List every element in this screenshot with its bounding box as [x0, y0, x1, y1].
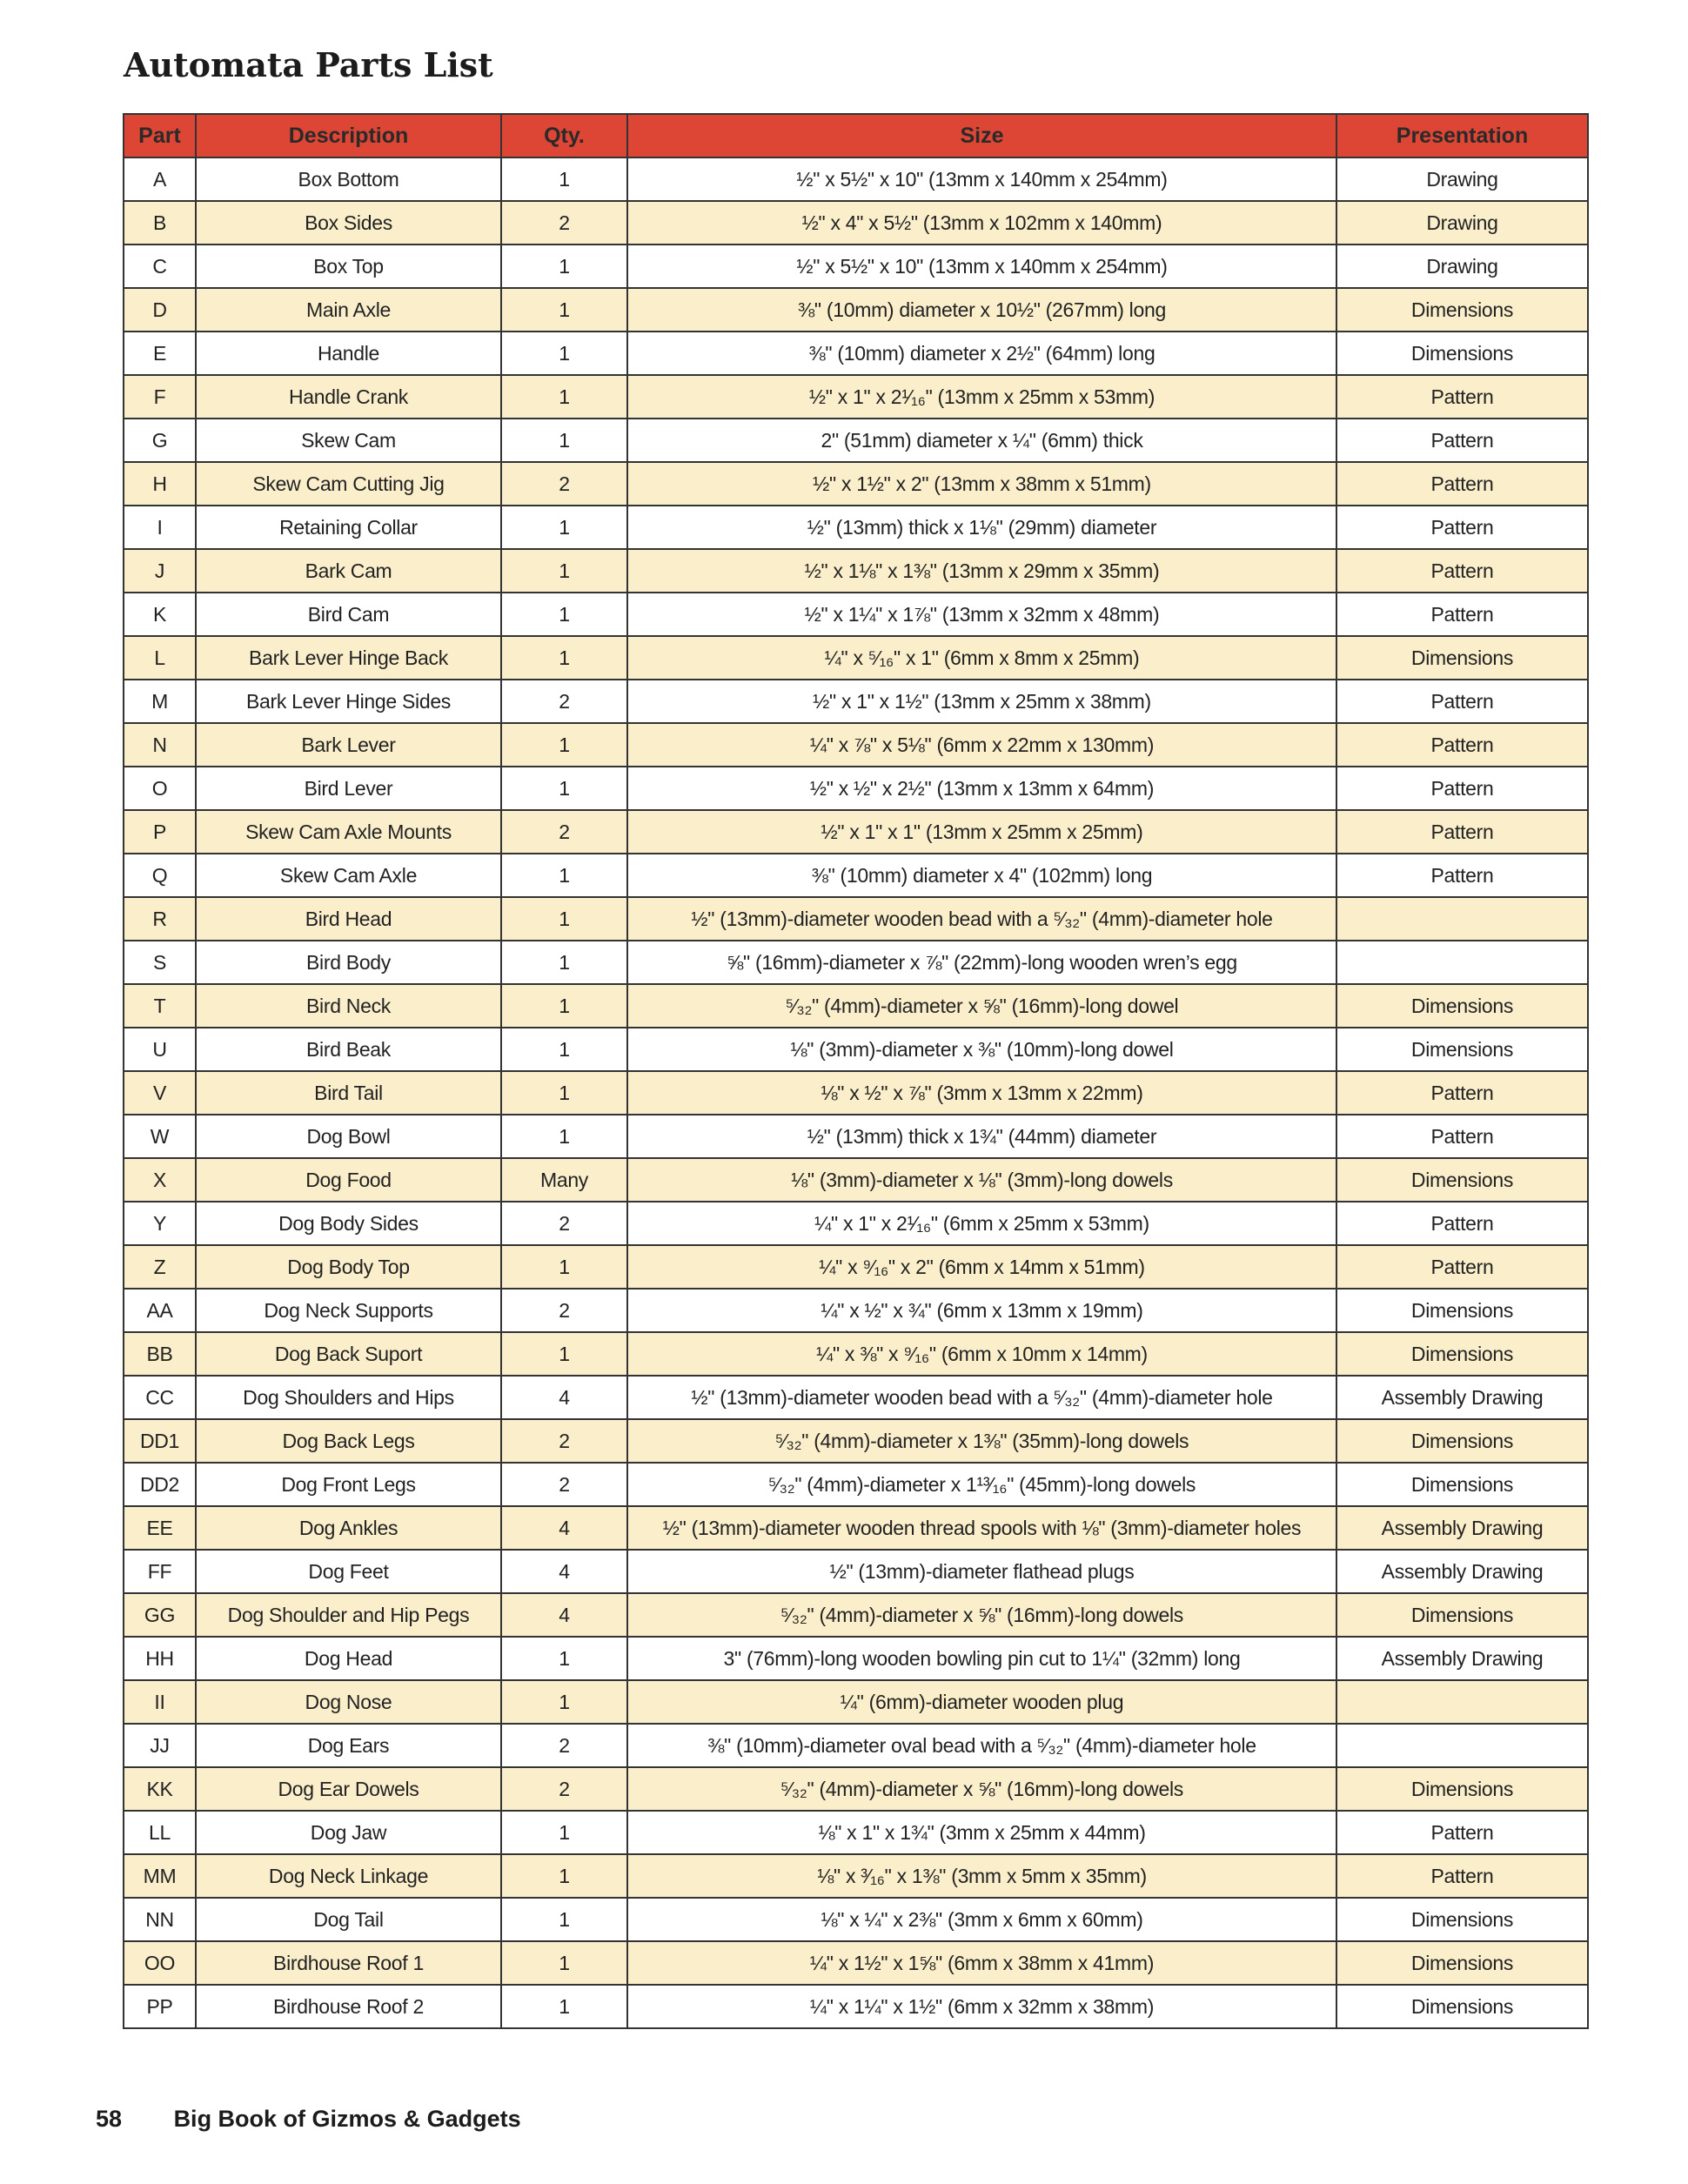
cell-qty: 1 [501, 941, 627, 984]
cell-presentation: Drawing [1336, 201, 1588, 245]
cell-part: DD1 [124, 1419, 196, 1463]
table-row [124, 157, 1588, 201]
cell-description: Bird Head [196, 897, 501, 941]
cell-qty: 2 [501, 201, 627, 245]
cell-qty: 1 [501, 1985, 627, 2028]
cell-presentation: Assembly Drawing [1336, 1376, 1588, 1419]
cell-size: ½" x 4" x 5½" (13mm x 102mm x 140mm) [627, 201, 1336, 245]
cell-presentation: Dimensions [1336, 984, 1588, 1028]
cell-size: ¼" (6mm)-diameter wooden plug [627, 1680, 1336, 1724]
cell-description: Bird Beak [196, 1028, 501, 1071]
cell-description: Birdhouse Roof 2 [196, 1985, 501, 2028]
table-row [124, 1593, 1588, 1637]
cell-size: ⁵⁄₃₂" (4mm)-diameter x 1¹³⁄₁₆" (45mm)-long dowels [627, 1463, 1336, 1506]
cell-part: A [124, 157, 196, 201]
cell-description: Dog Neck Supports [196, 1289, 501, 1332]
cell-presentation: Pattern [1336, 723, 1588, 767]
table-row [124, 1028, 1588, 1071]
table-row [124, 1898, 1588, 1941]
cell-size: ⅛" x ½" x ⅞" (3mm x 13mm x 22mm) [627, 1071, 1336, 1115]
cell-description: Skew Cam Axle [196, 854, 501, 897]
table-row [124, 1724, 1588, 1767]
cell-qty: 1 [501, 1898, 627, 1941]
cell-presentation: Pattern [1336, 1202, 1588, 1245]
cell-size: ¼" x ⁵⁄₁₆" x 1" (6mm x 8mm x 25mm) [627, 636, 1336, 680]
cell-description: Box Sides [196, 201, 501, 245]
table-body [124, 157, 1588, 2028]
table-row [124, 1680, 1588, 1724]
cell-qty: 2 [501, 1767, 627, 1811]
cell-qty: 1 [501, 419, 627, 462]
cell-part: L [124, 636, 196, 680]
cell-description: Dog Ear Dowels [196, 1767, 501, 1811]
table-row [124, 1202, 1588, 1245]
cell-presentation: Dimensions [1336, 1898, 1588, 1941]
cell-part: N [124, 723, 196, 767]
cell-size: ¼" x 1" x 2¹⁄₁₆" (6mm x 25mm x 53mm) [627, 1202, 1336, 1245]
cell-description: Retaining Collar [196, 506, 501, 549]
cell-description: Bird Neck [196, 984, 501, 1028]
parts-table [123, 113, 1589, 2029]
cell-size: ¼" x 1¼" x 1½" (6mm x 32mm x 38mm) [627, 1985, 1336, 2028]
cell-size: ¼" x ⅜" x ⁹⁄₁₆" (6mm x 10mm x 14mm) [627, 1332, 1336, 1376]
cell-presentation: Pattern [1336, 854, 1588, 897]
cell-part: Z [124, 1245, 196, 1289]
cell-part: OO [124, 1941, 196, 1985]
table-header-row [124, 114, 1588, 157]
cell-presentation: Drawing [1336, 245, 1588, 288]
cell-presentation: Dimensions [1336, 1332, 1588, 1376]
cell-qty: 1 [501, 375, 627, 419]
cell-presentation: Pattern [1336, 767, 1588, 810]
cell-description: Dog Food [196, 1158, 501, 1202]
cell-part: W [124, 1115, 196, 1158]
cell-description: Dog Ankles [196, 1506, 501, 1550]
cell-description: Dog Bowl [196, 1115, 501, 1158]
cell-qty: 1 [501, 636, 627, 680]
table-row [124, 1376, 1588, 1419]
table-row [124, 1767, 1588, 1811]
cell-presentation: Dimensions [1336, 1419, 1588, 1463]
cell-presentation: Pattern [1336, 1115, 1588, 1158]
cell-part: X [124, 1158, 196, 1202]
cell-presentation: Pattern [1336, 1245, 1588, 1289]
table-row [124, 1245, 1588, 1289]
cell-qty: 1 [501, 157, 627, 201]
cell-part: GG [124, 1593, 196, 1637]
cell-presentation: Dimensions [1336, 1158, 1588, 1202]
cell-part: KK [124, 1767, 196, 1811]
cell-description: Dog Back Suport [196, 1332, 501, 1376]
cell-size: ⅛" x ³⁄₁₆" x 1⅜" (3mm x 5mm x 35mm) [627, 1854, 1336, 1898]
table-row [124, 1115, 1588, 1158]
cell-part: PP [124, 1985, 196, 2028]
cell-part: Y [124, 1202, 196, 1245]
cell-description: Dog Body Sides [196, 1202, 501, 1245]
book-title: Big Book of Gizmos & Gadgets [173, 2106, 521, 2132]
table-row [124, 549, 1588, 593]
cell-size: ½" (13mm)-diameter wooden bead with a ⁵⁄₃₂" (4mm)-diameter hole [627, 897, 1336, 941]
cell-description: Dog Body Top [196, 1245, 501, 1289]
cell-part: MM [124, 1854, 196, 1898]
cell-size: 3" (76mm)-long wooden bowling pin cut to 1¼" (32mm) long [627, 1637, 1336, 1680]
cell-part: JJ [124, 1724, 196, 1767]
table-row [124, 1550, 1588, 1593]
cell-qty: 1 [501, 854, 627, 897]
cell-qty: 1 [501, 1245, 627, 1289]
cell-description: Skew Cam Cutting Jig [196, 462, 501, 506]
cell-presentation [1336, 941, 1588, 984]
table-row [124, 506, 1588, 549]
cell-presentation: Assembly Drawing [1336, 1550, 1588, 1593]
cell-size: ½" x 1½" x 2" (13mm x 38mm x 51mm) [627, 462, 1336, 506]
cell-part: D [124, 288, 196, 332]
cell-description: Bark Cam [196, 549, 501, 593]
cell-qty: 2 [501, 810, 627, 854]
cell-size: ⅛" x ¼" x 2⅜" (3mm x 6mm x 60mm) [627, 1898, 1336, 1941]
cell-size: ⅜" (10mm) diameter x 4" (102mm) long [627, 854, 1336, 897]
cell-part: Q [124, 854, 196, 897]
header-size: Size [627, 114, 1336, 157]
cell-presentation: Dimensions [1336, 1941, 1588, 1985]
cell-part: II [124, 1680, 196, 1724]
cell-description: Dog Front Legs [196, 1463, 501, 1506]
cell-part: R [124, 897, 196, 941]
cell-size: ¼" x ⁹⁄₁₆" x 2" (6mm x 14mm x 51mm) [627, 1245, 1336, 1289]
cell-qty: 1 [501, 1637, 627, 1680]
cell-description: Bird Tail [196, 1071, 501, 1115]
cell-size: ½" (13mm)-diameter wooden bead with a ⁵⁄₃₂" (4mm)-diameter hole [627, 1376, 1336, 1419]
cell-description: Dog Nose [196, 1680, 501, 1724]
table-row [124, 810, 1588, 854]
cell-size: ¼" x ⅞" x 5⅛" (6mm x 22mm x 130mm) [627, 723, 1336, 767]
cell-size: ⅜" (10mm) diameter x 10½" (267mm) long [627, 288, 1336, 332]
table-row [124, 1854, 1588, 1898]
cell-size: ⅛" (3mm)-diameter x ⅛" (3mm)-long dowels [627, 1158, 1336, 1202]
cell-size: ⁵⁄₃₂" (4mm)-diameter x ⅝" (16mm)-long dowels [627, 1767, 1336, 1811]
cell-presentation: Dimensions [1336, 288, 1588, 332]
header-presentation: Presentation [1336, 114, 1588, 157]
cell-qty: 1 [501, 1028, 627, 1071]
cell-part: J [124, 549, 196, 593]
table-row [124, 984, 1588, 1028]
cell-qty: 2 [501, 1202, 627, 1245]
table-row [124, 941, 1588, 984]
cell-qty: 2 [501, 1289, 627, 1332]
cell-description: Dog Back Legs [196, 1419, 501, 1463]
cell-qty: 1 [501, 1854, 627, 1898]
cell-size: 2" (51mm) diameter x ¼" (6mm) thick [627, 419, 1336, 462]
table-row [124, 1506, 1588, 1550]
cell-description: Bird Body [196, 941, 501, 984]
table-row [124, 288, 1588, 332]
cell-qty: 4 [501, 1376, 627, 1419]
cell-size: ½" (13mm)-diameter wooden thread spools with ⅛" (3mm)-diameter holes [627, 1506, 1336, 1550]
cell-presentation [1336, 1724, 1588, 1767]
cell-size: ½" x ½" x 2½" (13mm x 13mm x 64mm) [627, 767, 1336, 810]
cell-size: ⅜" (10mm)-diameter oval bead with a ⁵⁄₃₂" (4mm)-diameter hole [627, 1724, 1336, 1767]
cell-size: ½" x 1¼" x 1⅞" (13mm x 32mm x 48mm) [627, 593, 1336, 636]
cell-qty: 4 [501, 1506, 627, 1550]
table-row [124, 462, 1588, 506]
cell-part: P [124, 810, 196, 854]
cell-presentation: Pattern [1336, 1811, 1588, 1854]
cell-presentation: Dimensions [1336, 1985, 1588, 2028]
cell-size: ⅛" x 1" x 1¾" (3mm x 25mm x 44mm) [627, 1811, 1336, 1854]
cell-qty: 2 [501, 680, 627, 723]
header-part: Part [124, 114, 196, 157]
cell-qty: 1 [501, 593, 627, 636]
table-row [124, 1985, 1588, 2028]
cell-part: C [124, 245, 196, 288]
page-number: 58 [96, 2106, 123, 2132]
cell-description: Dog Tail [196, 1898, 501, 1941]
cell-presentation: Pattern [1336, 549, 1588, 593]
header-description: Description [196, 114, 501, 157]
cell-qty: 1 [501, 332, 627, 375]
cell-part: I [124, 506, 196, 549]
header-qty: Qty. [501, 114, 627, 157]
cell-presentation: Pattern [1336, 375, 1588, 419]
table-row [124, 375, 1588, 419]
cell-part: G [124, 419, 196, 462]
cell-qty: 1 [501, 1941, 627, 1985]
cell-description: Bird Cam [196, 593, 501, 636]
cell-part: CC [124, 1376, 196, 1419]
cell-qty: 2 [501, 1463, 627, 1506]
cell-description: Dog Shoulder and Hip Pegs [196, 1593, 501, 1637]
table-row [124, 201, 1588, 245]
cell-presentation: Pattern [1336, 593, 1588, 636]
cell-size: ⅛" (3mm)-diameter x ⅜" (10mm)-long dowel [627, 1028, 1336, 1071]
cell-size: ⅜" (10mm) diameter x 2½" (64mm) long [627, 332, 1336, 375]
table-row [124, 636, 1588, 680]
cell-qty: 4 [501, 1550, 627, 1593]
cell-presentation [1336, 1680, 1588, 1724]
table-row [124, 593, 1588, 636]
cell-description: Dog Jaw [196, 1811, 501, 1854]
cell-description: Skew Cam Axle Mounts [196, 810, 501, 854]
table-row [124, 332, 1588, 375]
cell-part: O [124, 767, 196, 810]
cell-part: E [124, 332, 196, 375]
cell-size: ½" x 5½" x 10" (13mm x 140mm x 254mm) [627, 157, 1336, 201]
cell-size: ⁵⁄₃₂" (4mm)-diameter x ⅝" (16mm)-long dowels [627, 1593, 1336, 1637]
cell-presentation: Drawing [1336, 157, 1588, 201]
cell-part: FF [124, 1550, 196, 1593]
cell-description: Box Bottom [196, 157, 501, 201]
cell-description: Box Top [196, 245, 501, 288]
cell-size: ½" x 1" x 1½" (13mm x 25mm x 38mm) [627, 680, 1336, 723]
cell-presentation: Dimensions [1336, 1767, 1588, 1811]
cell-description: Bark Lever Hinge Sides [196, 680, 501, 723]
cell-size: ½" x 1" x 2¹⁄₁₆" (13mm x 25mm x 53mm) [627, 375, 1336, 419]
cell-qty: 1 [501, 1680, 627, 1724]
cell-presentation [1336, 897, 1588, 941]
page-title: Automata Parts List [124, 45, 493, 84]
cell-qty: 1 [501, 1071, 627, 1115]
cell-part: NN [124, 1898, 196, 1941]
cell-description: Main Axle [196, 288, 501, 332]
cell-presentation: Dimensions [1336, 1593, 1588, 1637]
cell-presentation: Dimensions [1336, 636, 1588, 680]
cell-presentation: Dimensions [1336, 1463, 1588, 1506]
table-row [124, 767, 1588, 810]
cell-qty: 1 [501, 1332, 627, 1376]
table-row [124, 1071, 1588, 1115]
cell-size: ⁵⁄₃₂" (4mm)-diameter x ⅝" (16mm)-long dowel [627, 984, 1336, 1028]
cell-size: ⁵⁄₃₂" (4mm)-diameter x 1⅜" (35mm)-long dowels [627, 1419, 1336, 1463]
table-row [124, 1463, 1588, 1506]
cell-presentation: Pattern [1336, 419, 1588, 462]
table-row [124, 680, 1588, 723]
cell-description: Handle [196, 332, 501, 375]
cell-qty: 1 [501, 288, 627, 332]
cell-size: ½" x 1⅛" x 1⅜" (13mm x 29mm x 35mm) [627, 549, 1336, 593]
cell-qty: 1 [501, 767, 627, 810]
cell-size: ½" (13mm) thick x 1¾" (44mm) diameter [627, 1115, 1336, 1158]
table-row [124, 1158, 1588, 1202]
table-row [124, 419, 1588, 462]
cell-part: K [124, 593, 196, 636]
page-footer [96, 2106, 521, 2133]
table-row [124, 854, 1588, 897]
cell-size: ¼" x ½" x ¾" (6mm x 13mm x 19mm) [627, 1289, 1336, 1332]
cell-description: Bark Lever Hinge Back [196, 636, 501, 680]
cell-part: BB [124, 1332, 196, 1376]
cell-part: M [124, 680, 196, 723]
cell-size: ½" x 1" x 1" (13mm x 25mm x 25mm) [627, 810, 1336, 854]
cell-part: U [124, 1028, 196, 1071]
cell-qty: 1 [501, 984, 627, 1028]
cell-qty: 1 [501, 1811, 627, 1854]
cell-part: H [124, 462, 196, 506]
cell-size: ½" (13mm)-diameter flathead plugs [627, 1550, 1336, 1593]
cell-description: Skew Cam [196, 419, 501, 462]
cell-description: Dog Head [196, 1637, 501, 1680]
cell-part: F [124, 375, 196, 419]
cell-size: ¼" x 1½" x 1⅝" (6mm x 38mm x 41mm) [627, 1941, 1336, 1985]
cell-qty: 2 [501, 1724, 627, 1767]
cell-qty: 2 [501, 462, 627, 506]
cell-part: S [124, 941, 196, 984]
cell-description: Bird Lever [196, 767, 501, 810]
cell-qty: 1 [501, 897, 627, 941]
cell-presentation: Dimensions [1336, 1028, 1588, 1071]
table-row [124, 723, 1588, 767]
cell-qty: 1 [501, 549, 627, 593]
cell-presentation: Dimensions [1336, 332, 1588, 375]
cell-description: Dog Neck Linkage [196, 1854, 501, 1898]
cell-description: Dog Shoulders and Hips [196, 1376, 501, 1419]
cell-qty: 1 [501, 723, 627, 767]
cell-qty: 1 [501, 1115, 627, 1158]
cell-presentation: Pattern [1336, 1854, 1588, 1898]
cell-part: HH [124, 1637, 196, 1680]
cell-qty: 1 [501, 245, 627, 288]
cell-presentation: Pattern [1336, 680, 1588, 723]
cell-part: AA [124, 1289, 196, 1332]
cell-presentation: Assembly Drawing [1336, 1637, 1588, 1680]
table-row [124, 1332, 1588, 1376]
cell-size: ⅝" (16mm)-diameter x ⅞" (22mm)-long wooden wren’s egg [627, 941, 1336, 984]
table-row [124, 1941, 1588, 1985]
cell-part: EE [124, 1506, 196, 1550]
cell-part: DD2 [124, 1463, 196, 1506]
table-row [124, 1419, 1588, 1463]
table-row [124, 897, 1588, 941]
cell-qty: 4 [501, 1593, 627, 1637]
cell-description: Birdhouse Roof 1 [196, 1941, 501, 1985]
cell-part: V [124, 1071, 196, 1115]
cell-size: ½" (13mm) thick x 1⅛" (29mm) diameter [627, 506, 1336, 549]
table-row [124, 245, 1588, 288]
cell-part: T [124, 984, 196, 1028]
cell-part: B [124, 201, 196, 245]
cell-presentation: Pattern [1336, 810, 1588, 854]
table-row [124, 1637, 1588, 1680]
cell-presentation: Pattern [1336, 506, 1588, 549]
cell-size: ½" x 5½" x 10" (13mm x 140mm x 254mm) [627, 245, 1336, 288]
cell-part: LL [124, 1811, 196, 1854]
table-row [124, 1289, 1588, 1332]
cell-presentation: Pattern [1336, 1071, 1588, 1115]
cell-description: Dog Feet [196, 1550, 501, 1593]
cell-qty: Many [501, 1158, 627, 1202]
cell-qty: 2 [501, 1419, 627, 1463]
cell-presentation: Assembly Drawing [1336, 1506, 1588, 1550]
cell-description: Handle Crank [196, 375, 501, 419]
cell-description: Dog Ears [196, 1724, 501, 1767]
cell-description: Bark Lever [196, 723, 501, 767]
cell-presentation: Dimensions [1336, 1289, 1588, 1332]
cell-presentation: Pattern [1336, 462, 1588, 506]
table-row [124, 1811, 1588, 1854]
cell-qty: 1 [501, 506, 627, 549]
